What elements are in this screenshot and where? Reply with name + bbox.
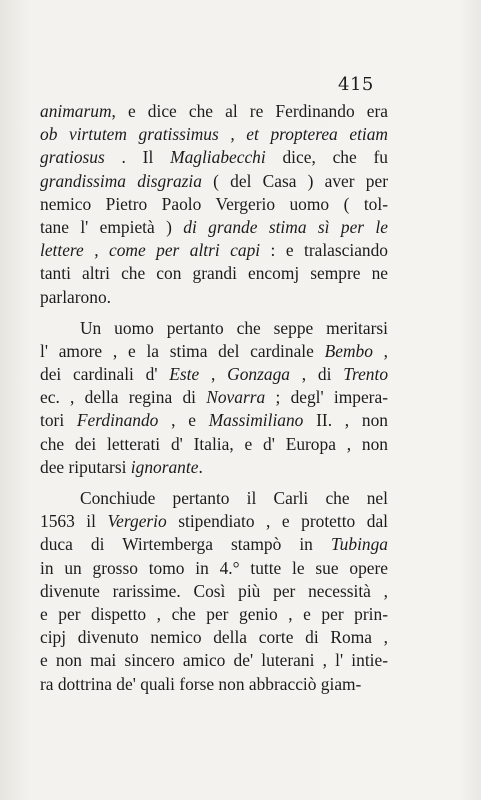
text-line [40, 409, 388, 432]
text-line [40, 386, 388, 409]
roman-text: e per dispetto , che per genio , e per prin- [40, 603, 388, 624]
text-line [40, 146, 388, 169]
italic-text: Novarra [206, 387, 266, 408]
roman-text: . [198, 456, 203, 477]
text-line [40, 603, 388, 626]
italic-text: Ferdinando [76, 410, 159, 431]
text-line [40, 533, 388, 556]
text-line [40, 557, 388, 580]
roman-text: tori [40, 410, 77, 431]
text-line [40, 487, 388, 510]
text-line [40, 193, 388, 216]
roman-text: , [199, 364, 228, 385]
text-line [40, 262, 388, 285]
roman-text: 1563 il [40, 511, 108, 532]
roman-text: ; degl' impera- [265, 387, 388, 408]
italic-text: ob virtutem gratissimus , et propterea etiam [40, 124, 388, 145]
italic-text: grandissima disgrazia [40, 170, 202, 191]
italic-text: Vergerio [107, 511, 167, 532]
italic-text: Este [169, 364, 200, 385]
text-line [40, 216, 388, 239]
roman-text: divenute rarissime. Così più per necessità , [40, 580, 388, 601]
text-line [40, 433, 388, 456]
roman-text: tane l' empietà ) [40, 216, 184, 237]
paragraph [40, 487, 388, 696]
roman-text: ra dottrina de' quali forse non abbracciò giam- [40, 673, 362, 694]
roman-text: , e dice che al re Ferdinando era [111, 101, 388, 121]
roman-text: : e tralasciando [260, 240, 388, 261]
paragraph [40, 100, 388, 309]
text-line [40, 510, 388, 533]
text-line [40, 239, 388, 262]
roman-text: , e [158, 410, 209, 431]
italic-text: Bembo [324, 340, 373, 361]
text-line [40, 340, 388, 363]
roman-text: Conchiude pertanto il Carli che nel [80, 488, 388, 508]
roman-text: , [372, 340, 388, 361]
text-line [40, 286, 388, 309]
italic-text: Trento [343, 364, 389, 385]
italic-text: di grande stima sì per le [183, 216, 388, 237]
text-line [40, 673, 388, 696]
roman-text: in un grosso tomo in 4.° tutte le sue opere [40, 557, 388, 578]
roman-text: e non mai sincero amico de' luterani , l' intie- [40, 650, 388, 671]
text-line [40, 100, 388, 123]
italic-text: Magliabecchi [170, 147, 266, 168]
italic-text: ignorante [130, 456, 199, 477]
text-line [40, 317, 388, 340]
italic-text: Tubinga [330, 534, 388, 555]
text-line [40, 456, 388, 479]
roman-text: dei cardinali d' [40, 364, 170, 385]
italic-text: animarum [40, 101, 112, 121]
roman-text: dice, che fu [265, 147, 388, 168]
roman-text: nemico Pietro Paolo Vergerio uomo ( tol- [40, 193, 388, 214]
roman-text: , di [289, 364, 344, 385]
italic-text: Gonzaga [227, 364, 290, 385]
text-line [40, 580, 388, 603]
italic-text: Massimiliano [208, 410, 304, 431]
text-line [40, 363, 388, 386]
roman-text: tanti altri che con grandi encomj sempre ne [40, 263, 388, 284]
roman-text: dee riputarsi [40, 456, 131, 477]
italic-text: gratiosus [40, 147, 105, 168]
roman-text: Un uomo pertanto che seppe meritarsi [80, 317, 388, 338]
roman-text: . Il [104, 147, 171, 168]
text-line [40, 123, 388, 146]
paragraph [40, 317, 388, 479]
roman-text: che dei letterati d' Italia, e d' Europa , non [40, 433, 388, 454]
text-line [40, 626, 388, 649]
page-number: 415 [338, 74, 374, 95]
roman-text: stipendiato , e protetto dal [166, 511, 388, 532]
roman-text: duca di Wirtemberga stampò in [40, 534, 331, 555]
roman-text: cipj divenuto nemico della corte di Roma , [40, 627, 388, 648]
roman-text: ( del Casa ) aver per [201, 170, 388, 191]
body-text [40, 100, 388, 704]
text-line [40, 649, 388, 672]
roman-text: l' amore , e la stima del cardinale [40, 340, 325, 361]
italic-text: lettere , come per altri capi [40, 240, 261, 261]
text-line [40, 170, 388, 193]
roman-text: ec. , della regina di [40, 387, 207, 408]
roman-text: parlarono. [40, 286, 111, 307]
roman-text: II. , non [303, 410, 388, 431]
